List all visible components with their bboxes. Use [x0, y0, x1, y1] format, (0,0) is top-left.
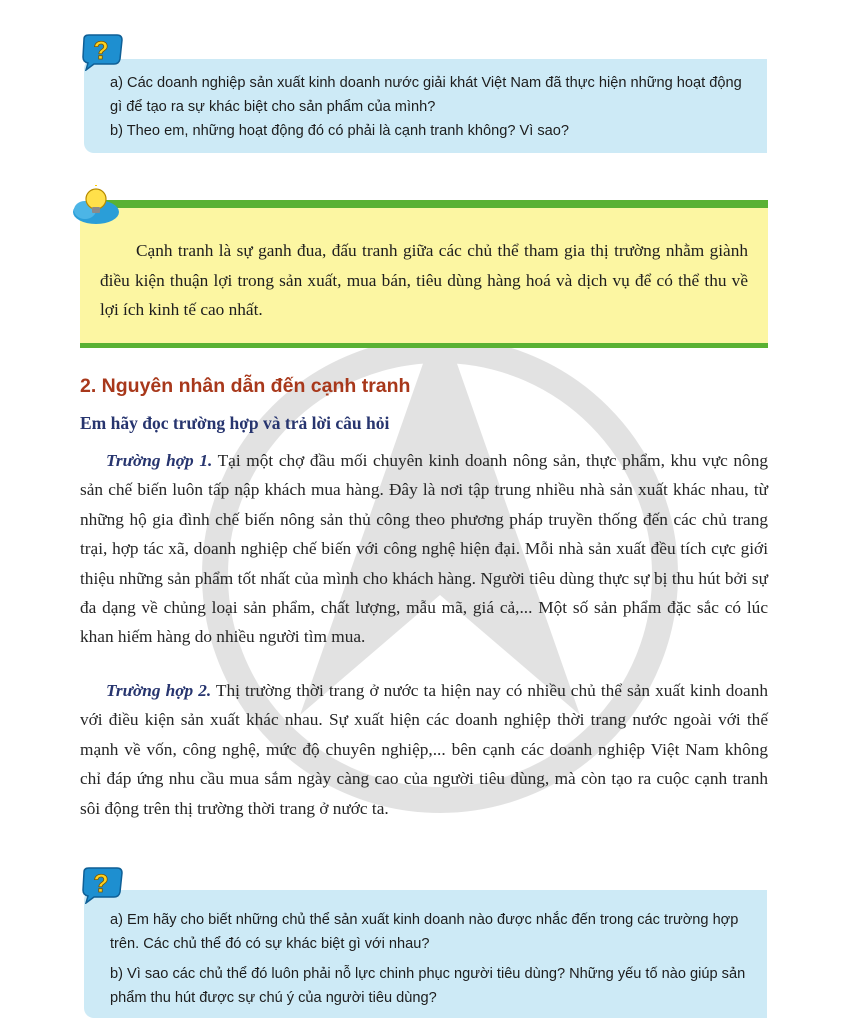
concept-block: [80, 200, 768, 350]
case-1-label: Trường hợp 1.: [106, 451, 213, 470]
question-1b: b) Theo em, những hoạt động đó có phải là cạnh tranh không? Vì sao?: [110, 123, 569, 139]
svg-text:?: ?: [93, 37, 109, 65]
case-2-paragraph: [80, 676, 768, 823]
section-subheading: Em hãy đọc trường hợp và trả lời câu hỏi: [80, 413, 390, 433]
concept-box: [80, 208, 768, 343]
case-2-text: Thị trường thời trang ở nước ta hiện nay có nhiều chủ thể sản xuất kinh doanh với điều kiện sản xuất khác nhau. Sự xuất hiện các doanh nghiệp thời trang nước ngoài với thế mạnh về vốn, công nghệ, mức độ chuyên nghiệp,... bên cạnh các doanh nghiệp Việt Nam không chỉ đáp ứng nhu cầu mua sắm ngày càng cao của người tiêu dùng, mà còn tạo ra cuộc cạnh tranh sôi động trên thị trường thời trang ở nước ta.: [80, 681, 768, 818]
concept-top-bar: [92, 200, 768, 208]
question-mark-icon: [80, 33, 124, 71]
lightbulb-icon: [70, 185, 120, 225]
case-1-text: Tại một chợ đầu mối chuyên kinh doanh nông sản, thực phẩm, khu vực nông sản chế biến luôn tấp nập khách mua hàng. Đây là nơi tập trung nhiều nhà sản xuất khác nhau, từ những hộ gia đình chế biến nông sản thủ công theo phương pháp truyền thống đến các chủ trang trại, hợp tác xã, doanh nghiệp chế biến với công nghệ hiện đại. Mỗi nhà sản xuất đều tích cực giới thiệu những sản phẩm tốt nhất của mình cho khách hàng. Người tiêu dùng thực sự bị thu hút bởi sự đa dạng về chủng loại sản phẩm, chất lượng, mẫu mã, giá cả,... Một số sản phẩm đặc sắc có lúc khan hiếm hàng do nhiều người tìm mua.: [80, 451, 768, 647]
question-mark-icon: [80, 866, 124, 904]
concept-text: Cạnh tranh là sự ganh đua, đấu tranh giữa các chủ thể tham gia thị trường nhằm giành điều kiện thuận lợi trong sản xuất, mua bán, tiêu dùng hàng hoá và dịch vụ để có thể thu về lợi ích kinh tế cao nhất.: [100, 241, 748, 319]
question-1a: a) Các doanh nghiệp sản xuất kinh doanh nước giải khát Việt Nam đã thực hiện những hoạt động gì để tạo ra sự khác biệt cho sản phẩm của mình?: [110, 75, 742, 115]
question-box-1: [84, 59, 767, 153]
case-2-label: Trường hợp 2.: [106, 681, 212, 700]
question-2b: b) Vì sao các chủ thể đó luôn phải nỗ lực chinh phục người tiêu dùng? Những yếu tố nào giúp sản phẩm thu hút được sự chú ý của người tiêu dùng?: [110, 966, 746, 1006]
svg-text:?: ?: [93, 870, 109, 898]
question-2a: a) Em hãy cho biết những chủ thể sản xuất kinh doanh nào được nhắc đến trong các trường hợp trên. Các chủ thể đó có sự khác biệt gì với nhau?: [110, 912, 739, 952]
concept-bottom-bar: [80, 343, 768, 348]
section-title: 2. Nguyên nhân dẫn đến cạnh tranh: [80, 375, 411, 397]
case-1-paragraph: [80, 446, 768, 652]
question-box-2: [84, 890, 767, 1018]
